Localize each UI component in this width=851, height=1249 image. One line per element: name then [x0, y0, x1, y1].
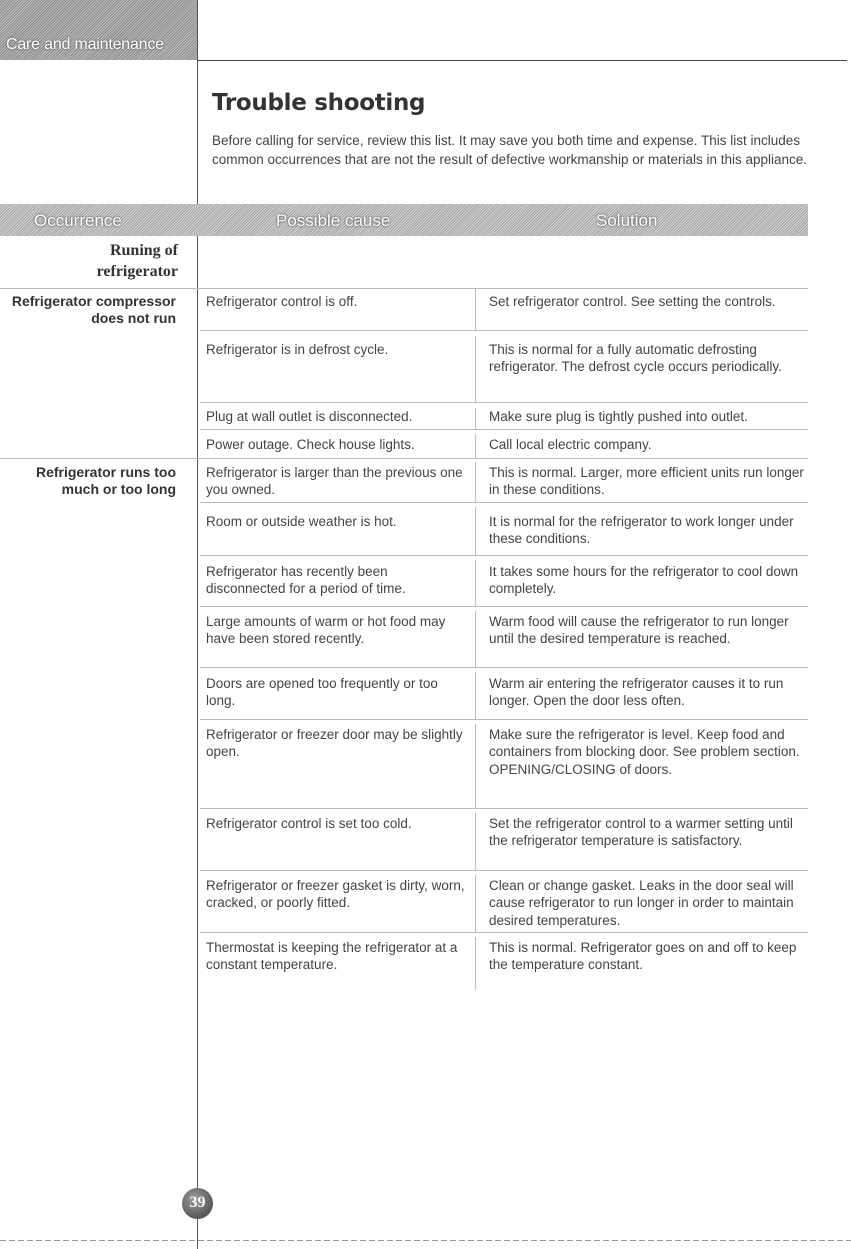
cause-cell: Doors are opened too frequently or too long.: [206, 676, 438, 709]
column-divider: [475, 611, 476, 667]
page-number: 39: [189, 1194, 206, 1211]
row-divider: [200, 502, 808, 503]
row-divider: [200, 808, 808, 809]
solution-cell: Call local electric company.: [489, 437, 652, 452]
column-divider: [475, 288, 476, 330]
column-divider: [475, 672, 476, 719]
section-tab-label: Care and maintenance: [6, 36, 164, 53]
section-heading-line2: refrigerator: [96, 263, 178, 280]
solution-cell: Set refrigerator control. See setting the controls.: [489, 294, 776, 309]
cause-cell: Refrigerator is larger than the previous one you owned.: [206, 465, 463, 498]
solution-cell: Warm air entering the refrigerator causes it to run longer. Open the door less often.: [489, 676, 784, 709]
column-divider: [475, 937, 476, 990]
footer-rule: [0, 1240, 851, 1241]
occurrence-label-runs-long: Refrigerator runs too much or too long: [35, 464, 176, 497]
table-header: [0, 204, 808, 236]
cause-cell: Power outage. Check house lights.: [206, 437, 415, 452]
column-divider: [475, 875, 476, 932]
cause-cell: Refrigerator is in defrost cycle.: [206, 342, 389, 357]
column-divider: [475, 336, 476, 402]
cause-cell: Refrigerator control is set too cold.: [206, 816, 412, 831]
row-divider: [0, 458, 808, 459]
row-divider: [200, 555, 808, 556]
row-divider: [200, 719, 808, 720]
intro-text: Before calling for service, review this list. It may save you both time and expense. This list includes common occurrences that are not the result of defective workmanship or materials in this appliance.: [212, 133, 808, 167]
solution-cell: This is normal. Larger, more efficient units run longer in these conditions.: [489, 465, 804, 498]
solution-cell: This is normal. Refrigerator goes on and off to keep the temperature constant.: [489, 940, 797, 973]
solution-cell: It takes some hours for the refrigerator to cool down completely.: [489, 564, 799, 597]
solution-cell: Set the refrigerator control to a warmer setting until the refrigerator temperature is satisfactory.: [489, 816, 793, 849]
section-tab: [0, 0, 197, 60]
page-number-badge: [182, 1188, 213, 1219]
solution-cell: It is normal for the refrigerator to work longer under these conditions.: [489, 514, 794, 547]
cause-cell: Refrigerator or freezer door may be slightly open.: [206, 727, 463, 760]
row-divider: [200, 402, 808, 403]
row-divider: [200, 606, 808, 607]
section-heading-line1: Runing of: [109, 242, 178, 259]
column-divider: [475, 724, 476, 808]
row-divider: [0, 288, 808, 289]
row-divider: [200, 330, 808, 331]
header-solution: Solution: [596, 211, 658, 230]
cause-cell: Thermostat is keeping the refrigerator at a constant temperature.: [206, 940, 458, 973]
cause-cell: Refrigerator or freezer gasket is dirty, worn, cracked, or poorly fitted.: [206, 878, 465, 911]
column-divider: [475, 462, 476, 502]
cause-cell: Plug at wall outlet is disconnected.: [206, 409, 413, 424]
row-divider: [200, 429, 808, 430]
cause-cell: Room or outside weather is hot.: [206, 514, 397, 529]
cause-cell: Refrigerator control is off.: [206, 294, 358, 309]
row-divider: [200, 932, 808, 933]
header-occurrence: Occurrence: [34, 211, 122, 230]
header-possible-cause: Possible cause: [276, 211, 391, 230]
margin-rule: [197, 0, 198, 1249]
occurrence-label-compressor: Refrigerator compressor does not run: [11, 293, 176, 326]
cause-cell: Refrigerator has recently been disconnected for a period of time.: [206, 564, 406, 597]
section-heading: [0, 240, 178, 282]
column-divider: [475, 507, 476, 555]
cause-cell: Large amounts of warm or hot food may have been stored recently.: [206, 614, 446, 647]
header-rule: [197, 60, 847, 61]
page-title: Trouble shooting: [212, 90, 426, 116]
row-divider: [200, 870, 808, 871]
solution-cell: This is normal for a fully automatic defrosting refrigerator. The defrost cycle occurs periodically.: [489, 342, 782, 375]
column-divider: [475, 813, 476, 870]
solution-cell: Make sure the refrigerator is level. Keep food and containers from blocking door. See problem section. OPENING/CLOSING of doors.: [489, 727, 800, 777]
solution-cell: Make sure plug is tightly pushed into outlet.: [489, 409, 748, 424]
solution-cell: Clean or change gasket. Leaks in the door seal will cause refrigerator to run longer in order to maintain desired temperatures.: [489, 878, 794, 928]
solution-cell: Warm food will cause the refrigerator to run longer until the desired temperature is reached.: [489, 614, 789, 647]
column-divider: [475, 408, 476, 429]
column-divider: [475, 434, 476, 458]
column-divider: [475, 560, 476, 606]
row-divider: [200, 667, 808, 668]
